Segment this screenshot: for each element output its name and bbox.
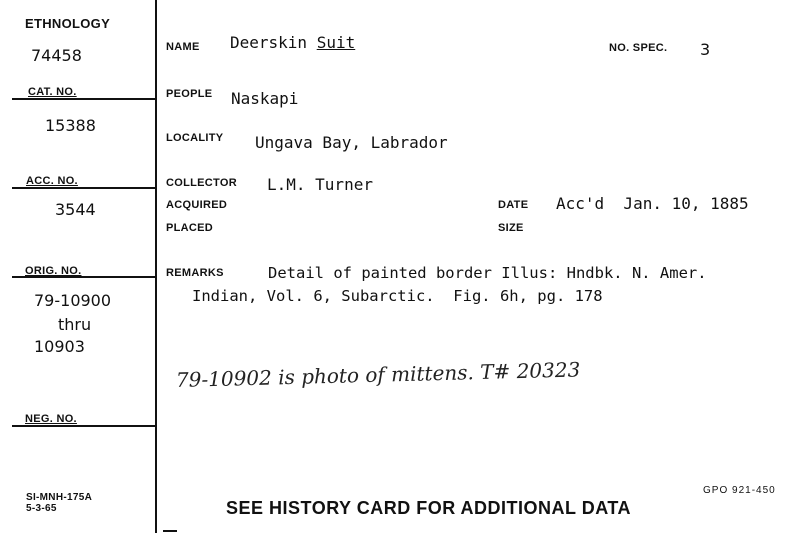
remarks-label: REMARKS [166, 267, 224, 279]
size-label: SIZE [498, 222, 524, 234]
name-value-part2: Suit [316, 33, 356, 52]
collector-label: COLLECTOR [166, 177, 237, 189]
department-label: ETHNOLOGY [25, 16, 111, 31]
remarks-line1: Detail of painted border Illus: Hndbk. N. Amer. [268, 264, 707, 282]
date-value: Acc'd Jan. 10, 1885 [556, 194, 749, 213]
locality-label: LOCALITY [166, 132, 224, 144]
remarks-line2: Indian, Vol. 6, Subarctic. Fig. 6h, pg. 178 [192, 287, 603, 305]
handwritten-note: 79-10902 is photo of mittens. T# 20323 [175, 357, 581, 392]
people-value: Naskapi [231, 89, 299, 108]
date-label: DATE [498, 199, 529, 211]
name-value [230, 33, 355, 52]
people-label: PEOPLE [166, 88, 213, 100]
form-date: 5-3-65 [26, 503, 57, 514]
name-value-part1: Deerskin [230, 33, 308, 52]
collector-value: L.M. Turner [267, 175, 373, 194]
cat-no-value: 15388 [45, 116, 96, 135]
acc-no-label: ACC. NO. [26, 175, 78, 187]
form-number: SI-MNH-175A [26, 492, 93, 503]
department-number: 74458 [31, 46, 82, 65]
neg-no-rule [12, 425, 155, 427]
column-divider [155, 0, 157, 533]
orig-no-line1: 79-10900 [34, 291, 112, 310]
no-spec-value: 3 [700, 40, 711, 59]
bottom-tick [163, 530, 177, 532]
no-spec-label: NO. SPEC. [609, 42, 668, 54]
acc-no-value: 3544 [55, 200, 96, 219]
gpo-code: GPO 921-450 [703, 485, 776, 496]
acc-no-rule [12, 187, 155, 189]
acquired-label: ACQUIRED [166, 199, 228, 211]
neg-no-label: NEG. NO. [25, 413, 77, 425]
name-label: NAME [166, 41, 200, 53]
orig-no-label: ORIG. NO. [25, 265, 82, 277]
locality-value: Ungava Bay, Labrador [255, 133, 448, 152]
orig-no-line2: thru [58, 315, 92, 334]
placed-label: PLACED [166, 222, 214, 234]
history-note: SEE HISTORY CARD FOR ADDITIONAL DATA [226, 498, 632, 518]
cat-no-label: CAT. NO. [28, 86, 77, 98]
cat-no-rule [12, 98, 155, 100]
orig-no-line3: 10903 [34, 337, 85, 356]
